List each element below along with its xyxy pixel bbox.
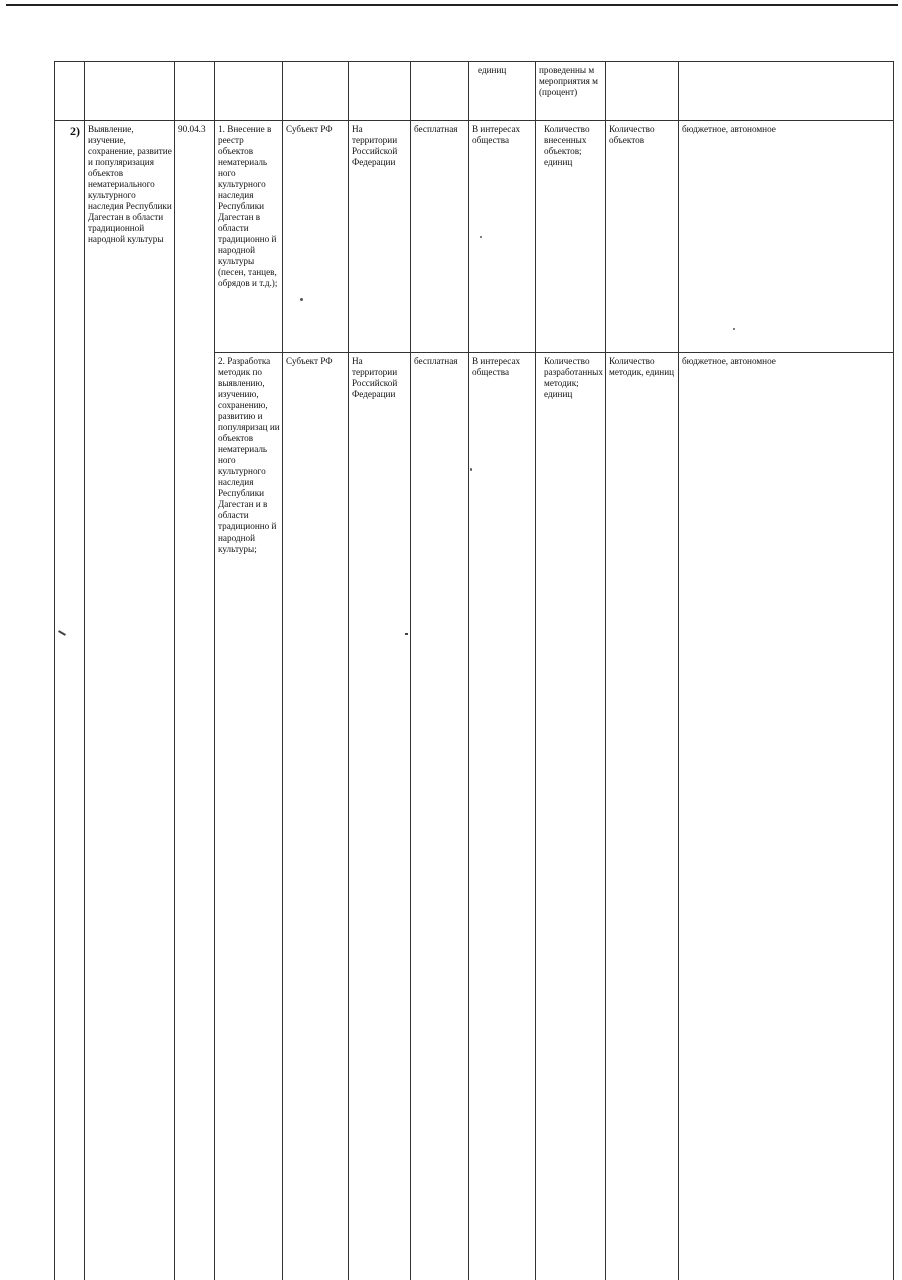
scan-mark [405,633,408,635]
service-code: 90.04.3 [175,121,215,1280]
header-unit-cell [469,62,536,121]
row-number: 2) [55,121,85,1280]
work-interest: В интересах общества [469,121,536,353]
header-unit-text: единиц [472,65,506,75]
cell-empty [283,62,349,121]
work-interest: В интересах общества [469,353,536,1280]
work-volume-indicator: Количество разработанных методик; единиц [536,353,606,1280]
work-payment: бесплатная [411,353,469,1280]
work-institution-type: бюджетное, автономное [679,121,894,353]
cell-empty [85,62,175,121]
work-payment: бесплатная [411,121,469,353]
table-row [55,121,894,353]
scan-speck [470,468,472,471]
cell-empty [349,62,411,121]
work-territory: На территории Российской Федерации [349,121,411,353]
cell-empty [606,62,679,121]
work-quality-indicator: Количество объектов [606,121,679,353]
cell-empty [215,62,283,121]
work-volume-indicator: Количество внесенных объектов; единиц [536,121,606,353]
cell-empty [679,62,894,121]
cell-empty [411,62,469,121]
work-content: 1. Внесение в реестр объектов нематериаль ного культурного наследия Республики Дагестан в области традиционно й народной культуры (песен, танцев, обрядов и т.д.); [215,121,283,353]
service-name: Выявление, изучение, сохранение, развитие и популяризация объектов нематериального культурного наследия Республики Дагестан в области традиционной народной культуры [85,121,175,1280]
page-top-border [6,4,898,6]
work-consumer: Субъект РФ [283,353,349,1280]
table-row-header-tail [55,62,894,121]
registry-table [54,61,894,1280]
header-indicator-text: проведенны м мероприятия м (процент) [539,65,598,97]
work-content: 2. Разработка методик по выявлению, изучению, сохранению, развитию и популяризац ии объектов нематериаль ного культурного наследия Республики Дагестан и в области традиционно й народной культуры; [215,353,283,1280]
scan-speck [480,236,482,238]
work-institution-type: бюджетное, автономное [679,353,894,1280]
work-quality-indicator: Количество методик, единиц [606,353,679,1280]
cell-empty [55,62,85,121]
scan-speck [300,298,303,301]
work-territory: На территории Российской Федерации [349,353,411,1280]
cell-empty [175,62,215,121]
work-consumer: Субъект РФ [283,121,349,353]
header-indicator-cell [536,62,606,121]
scan-speck [733,328,735,330]
